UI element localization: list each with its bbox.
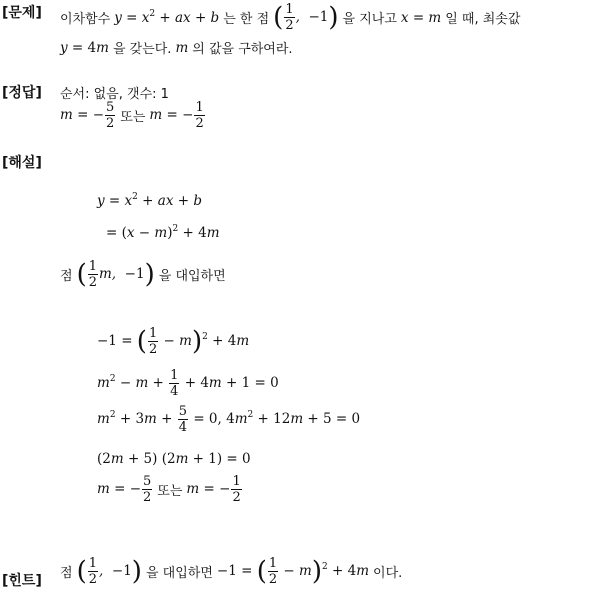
solution-substitute: 점 ( $\frac{1}{2}$ m, −1) 을 대입하면	[60, 259, 226, 290]
solution-eq-3: −1 = ( $\frac{1}{2}$ − m)$^2$ + 4m	[97, 326, 250, 357]
solution-tag: [해설]	[2, 155, 42, 171]
hint-line: 점 ( $\frac{1}{2}$ , −1) 을 대입하면 −1 = ( $\frac{1}{2}$ − m)$^2$ + 4m 이다.	[60, 556, 403, 587]
solution-eq-5: $m^2 + 3m$ + $\frac{5}{4}$ = 0, $4m^2 + 12m + 5 = 0$	[97, 404, 361, 435]
min-value-expr: y = 4m	[60, 39, 109, 56]
solution-eq-6: (2m + 5) (2m + 1) = 0	[97, 451, 251, 467]
point-expr: ( $\frac{1}{2}$ , −1)	[273, 2, 339, 33]
problem-tag: [문제]	[2, 5, 42, 21]
answer-tag: [정답]	[2, 85, 42, 101]
solution-eq-2: = $(x - m)^2 + 4m$	[106, 224, 220, 241]
answer-expr: m = − $\frac{5}{2}$ 또는 m = − $\frac{1}{2}$	[60, 100, 204, 131]
solution-eq-1: $y = x^2$ + ax + b	[97, 192, 202, 209]
problem-line-1: 이차함수 $y = x^2$ + ax + b 는 한 점 ( $\frac{1}{2}$ , −1) 을 지나고 x = m 일 때, 최솟값	[60, 2, 521, 33]
problem-line-2: y = 4m 을 갖는다. m 의 값을 구하여라.	[60, 39, 293, 57]
x-equals-m: x = m	[400, 9, 442, 26]
solution-eq-7: m = − $\frac{5}{2}$ 또는 m = − $\frac{1}{2}$	[97, 474, 241, 505]
hint-tag: [힌트]	[2, 573, 42, 589]
answer-meta: 순서: 없음, 갯수: 1	[60, 87, 169, 102]
solution-eq-4: $m^2 - m$ + $\frac{1}{4}$ + 4m + 1 = 0	[97, 368, 279, 399]
function-expr: $y = x^2$ + ax + b	[114, 8, 220, 26]
